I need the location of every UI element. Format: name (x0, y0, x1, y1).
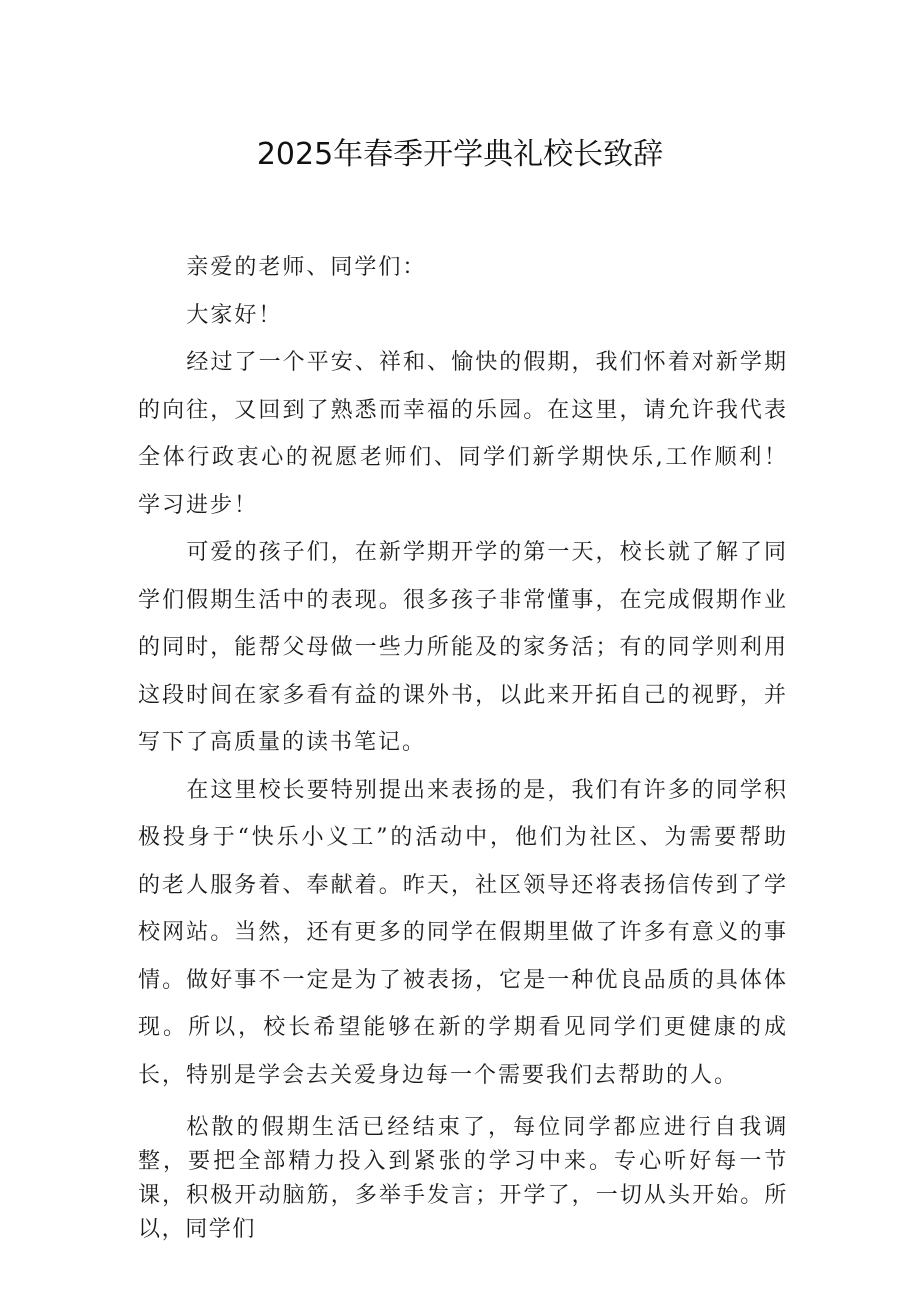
paragraph-holiday-performance: 可爱的孩子们，在新学期开学的第一天，校长就了解了同学们假期生活中的表现。很多孩子非常懂事，在完成假期作业的同时，能帮父母做一些力所能及的家务活；有的同学则利用这段时间在家多看有益的课外书，以此来开拓自己的视野，并写下了高质量的读书笔记。 (138, 540, 788, 755)
greeting: 亲爱的老师、同学们： (186, 255, 427, 280)
document-title: 2025年春季开学典礼校长致辞 (256, 137, 664, 172)
paragraph-new-semester-wishes: 经过了一个平安、祥和、愉快的假期，我们怀着对新学期的向往，又回到了熟悉而幸福的乐园。在这里，请允许我代表全体行政衷心的祝愿老师们、同学们新学期快乐,工作顺利！学习进步！ (138, 350, 788, 518)
document-body (138, 244, 788, 1247)
paragraph-volunteer-praise: 在这里校长要特别提出来表扬的是，我们有许多的同学积极投身于“快乐小义工”的活动中，他们为社区、为需要帮助的老人服务着、奉献着。昨天，社区领导还将表扬信传到了学校网站。当然，还有更多的同学在假期里做了许多有意义的事情。做好事不一定是为了被表扬，它是一种优良品质的具体体现。所以，校长希望能够在新的学期看见同学们更健康的成长，特别是学会去关爱身边每一个需要我们去帮助的人。 (138, 777, 788, 1088)
salutation: 大家好！ (186, 302, 283, 328)
paragraph-study-adjustment: 松散的假期生活已经结束了，每位同学都应进行自我调整，要把全部精力投入到紧张的学习中来。专心听好每一节课，积极开动脑筋，多举手发言；开学了，一切从头开始。所以，同学们 (138, 1115, 788, 1242)
